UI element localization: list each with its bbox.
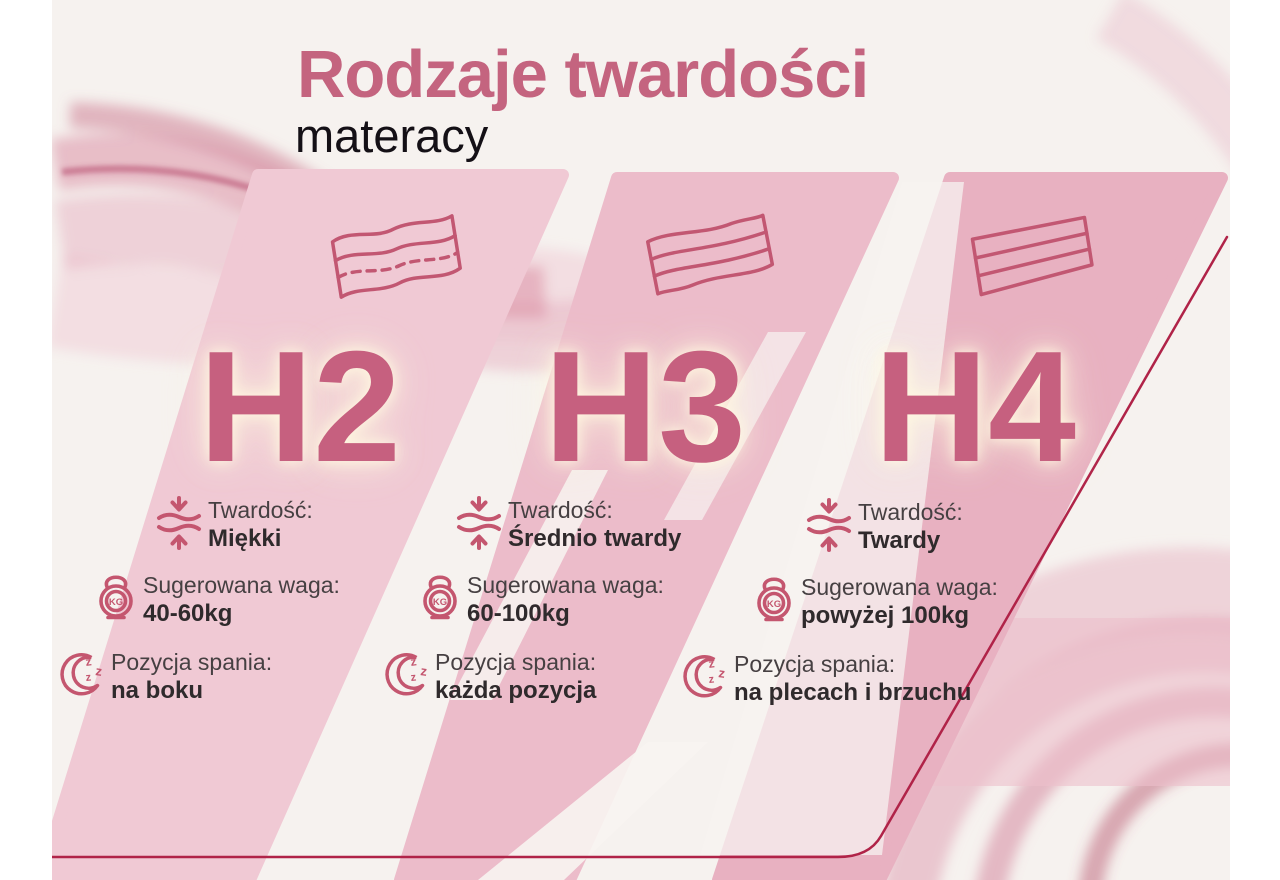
row-label: Pozycja spania: xyxy=(734,651,896,677)
info-row-sleep-h3 xyxy=(435,648,596,705)
firmness-compress-icon xyxy=(456,495,502,551)
info-row-weight-h3 xyxy=(467,571,664,628)
row-value: 40-60kg xyxy=(143,600,233,627)
firmness-compress-icon xyxy=(156,495,202,551)
firmness-compress-icon xyxy=(806,497,852,553)
info-row-weight-h4 xyxy=(801,573,998,630)
column-letter-h2: H2 xyxy=(199,319,401,495)
svg-text:z: z xyxy=(94,663,104,679)
info-row-firmness-h3 xyxy=(508,496,681,553)
svg-text:KG: KG xyxy=(766,599,782,610)
svg-text:KG: KG xyxy=(108,597,124,608)
row-label: Twardość: xyxy=(508,497,613,523)
svg-text:z: z xyxy=(717,665,727,681)
svg-text:z: z xyxy=(410,671,417,684)
info-row-sleep-h2 xyxy=(111,648,272,705)
weight-kettlebell-icon xyxy=(94,571,138,621)
weight-kettlebell-icon xyxy=(752,573,796,623)
weight-kettlebell-icon xyxy=(418,571,462,621)
right-margin xyxy=(1230,0,1280,880)
svg-text:z: z xyxy=(409,654,418,669)
svg-text:z: z xyxy=(708,673,715,686)
row-label: Sugerowana waga: xyxy=(143,572,340,598)
row-label: Twardość: xyxy=(208,497,313,523)
page-title: Rodzaje twardości xyxy=(297,37,869,112)
svg-text:z: z xyxy=(419,663,429,679)
row-value: na plecach i brzuchu xyxy=(734,679,972,706)
row-label: Sugerowana waga: xyxy=(801,574,998,600)
svg-text:z: z xyxy=(85,671,92,684)
row-label: Twardość: xyxy=(858,499,963,525)
column-letter-h4: H4 xyxy=(874,319,1076,495)
column-letter-h3: H3 xyxy=(544,319,746,495)
page-subtitle: materacy xyxy=(295,109,489,162)
row-label: Pozycja spania: xyxy=(111,649,273,675)
svg-text:z: z xyxy=(707,656,716,671)
row-value: powyżej 100kg xyxy=(801,602,970,629)
info-row-sleep-h4 xyxy=(734,650,971,707)
svg-text:KG: KG xyxy=(432,597,448,608)
row-label: Sugerowana waga: xyxy=(467,572,664,598)
info-row-firmness-h4 xyxy=(858,498,963,555)
row-value: 60-100kg xyxy=(467,600,570,627)
sleep-moon-icon xyxy=(58,649,106,697)
left-margin xyxy=(0,0,52,880)
sleep-moon-icon xyxy=(383,649,431,697)
row-value: Twardy xyxy=(858,527,941,554)
info-row-firmness-h2 xyxy=(208,496,313,553)
svg-text:z: z xyxy=(84,654,93,669)
row-value: każda pozycja xyxy=(435,677,597,704)
sleep-moon-icon xyxy=(681,651,729,699)
row-value: na boku xyxy=(111,677,204,704)
info-row-weight-h2 xyxy=(143,571,340,628)
row-label: Pozycja spania: xyxy=(435,649,597,675)
row-value: Miękki xyxy=(208,525,282,552)
row-value: Średnio twardy xyxy=(508,525,682,552)
